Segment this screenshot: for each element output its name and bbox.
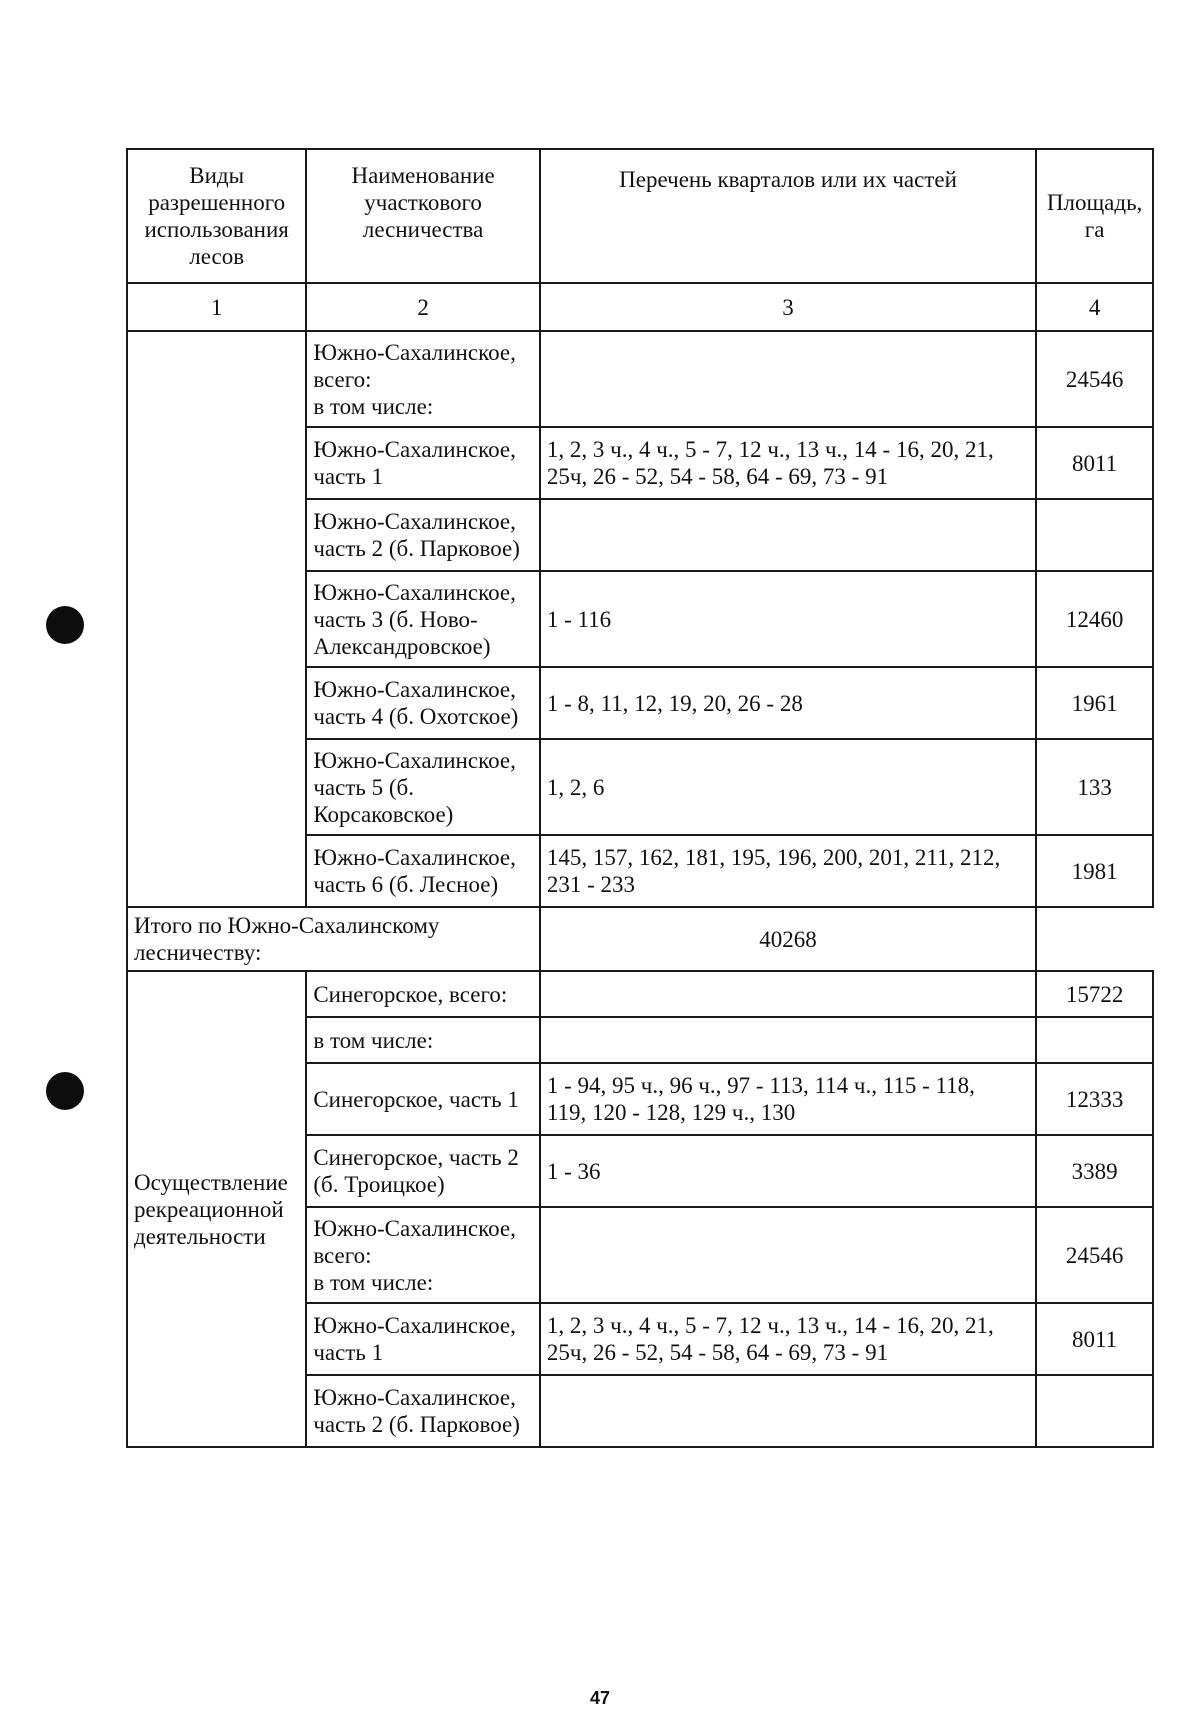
area-value: 1961 (1036, 667, 1153, 739)
area-value: 12333 (1036, 1063, 1153, 1135)
forestry-name: Южно-Сахалинское, часть 5 (б. Корсаковское) (306, 739, 540, 835)
area-value: 15722 (1036, 971, 1153, 1017)
forestry-name: Синегорское, часть 2 (б. Троицкое) (306, 1135, 540, 1207)
area-value: 40268 (540, 907, 1036, 971)
quarters-list: 1 - 8, 11, 12, 19, 20, 26 - 28 (540, 667, 1036, 739)
table-row (127, 331, 1153, 427)
column-number: 4 (1036, 283, 1153, 331)
area-value (1036, 499, 1153, 571)
forestry-name: Южно-Сахалинское, часть 2 (б. Парковое) (306, 1375, 540, 1447)
area-value: 133 (1036, 739, 1153, 835)
forestry-name: Южно-Сахалинское, всего: в том числе: (306, 1207, 540, 1303)
forestry-name: Южно-Сахалинское, часть 6 (б. Лесное) (306, 835, 540, 907)
forestry-name: Синегорское, всего: (306, 971, 540, 1017)
header-quarters-list: Перечень кварталов или их частей (540, 149, 1036, 283)
header-kinds-of-use: Виды разрешенного использования лесов (127, 149, 306, 283)
area-value: 1981 (1036, 835, 1153, 907)
header-forestry-name: Наименование участкового лесничества (306, 149, 540, 283)
area-value: 24546 (1036, 331, 1153, 427)
forestry-name: Южно-Сахалинское, всего: в том числе: (306, 331, 540, 427)
forestry-name: Южно-Сахалинское, часть 4 (б. Охотское) (306, 667, 540, 739)
quarters-list: 145, 157, 162, 181, 195, 196, 200, 201, 211, 212, 231 - 233 (540, 835, 1036, 907)
quarters-list: 1, 2, 6 (540, 739, 1036, 835)
area-value: 3389 (1036, 1135, 1153, 1207)
page-number: 47 (589, 1688, 611, 1708)
table-row (127, 971, 1153, 1017)
quarters-list (540, 1375, 1036, 1447)
column-number: 2 (306, 283, 540, 331)
kind-of-use-cell: Осуществление рекреационной деятельности (127, 971, 306, 1447)
forestry-name: Южно-Сахалинское, часть 2 (б. Парковое) (306, 499, 540, 571)
quarters-list (540, 971, 1036, 1017)
area-value (1036, 1375, 1153, 1447)
forestry-name: в том числе: (306, 1017, 540, 1063)
area-value: 12460 (1036, 571, 1153, 667)
quarters-list (540, 1207, 1036, 1303)
forestry-name: Южно-Сахалинское, часть 1 (306, 427, 540, 499)
quarters-list: 1 - 36 (540, 1135, 1036, 1207)
quarters-list (540, 331, 1036, 427)
quarters-list: 1, 2, 3 ч., 4 ч., 5 - 7, 12 ч., 13 ч., 14 - 16, 20, 21, 25ч, 26 - 52, 54 - 58, 64 - 69, 73 - 91 (540, 427, 1036, 499)
column-number: 1 (127, 283, 306, 331)
column-number: 3 (540, 283, 1036, 331)
area-value (1036, 1017, 1153, 1063)
area-value: 8011 (1036, 427, 1153, 499)
quarters-list: 1 - 94, 95 ч., 96 ч., 97 - 113, 114 ч., 115 - 118, 119, 120 - 128, 129 ч., 130 (540, 1063, 1036, 1135)
forest-use-table (126, 148, 1154, 1448)
punch-hole-mark (46, 606, 84, 644)
forestry-name: Южно-Сахалинское, часть 3 (б. Ново- Александровское) (306, 571, 540, 667)
total-row (127, 907, 1153, 971)
header-area: Площадь, га (1036, 149, 1153, 283)
header-row (127, 149, 1153, 283)
column-numbers-row (127, 283, 1153, 331)
area-value: 8011 (1036, 1303, 1153, 1375)
total-label: Итого по Южно-Сахалинскому лесничеству: (127, 907, 540, 971)
forestry-name: Синегорское, часть 1 (306, 1063, 540, 1135)
kind-of-use-cell (127, 331, 306, 907)
quarters-list: 1, 2, 3 ч., 4 ч., 5 - 7, 12 ч., 13 ч., 14 - 16, 20, 21, 25ч, 26 - 52, 54 - 58, 64 - 69, 73 - 91 (540, 1303, 1036, 1375)
quarters-list (540, 1017, 1036, 1063)
area-value: 24546 (1036, 1207, 1153, 1303)
quarters-list: 1 - 116 (540, 571, 1036, 667)
quarters-list (540, 499, 1036, 571)
forestry-name: Южно-Сахалинское, часть 1 (306, 1303, 540, 1375)
punch-hole-mark (46, 1072, 84, 1110)
